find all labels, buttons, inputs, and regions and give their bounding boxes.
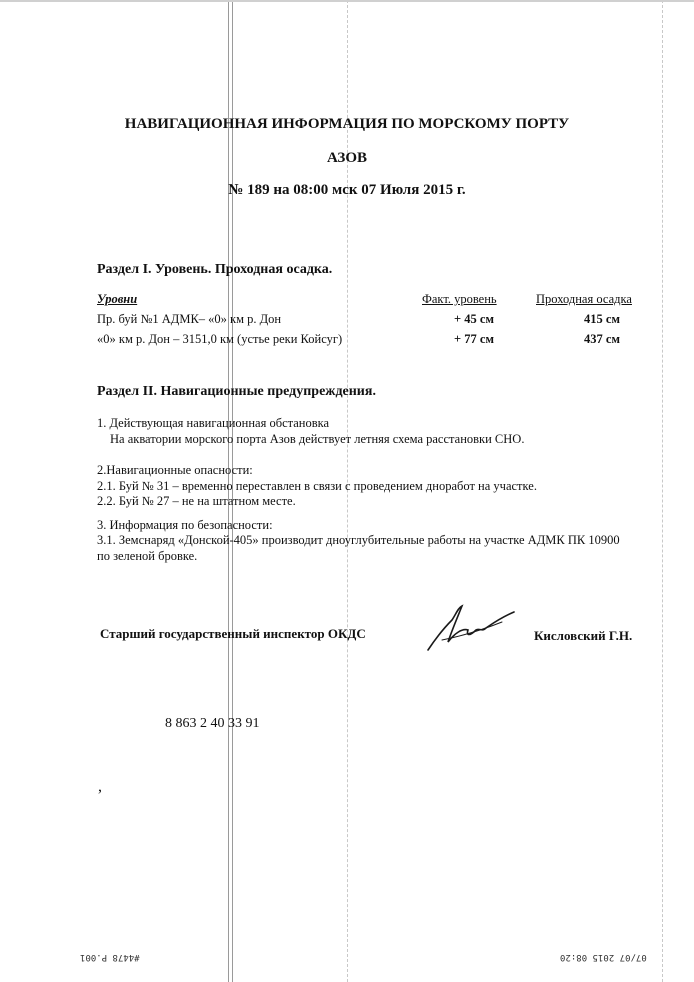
warning-item-2-2: 2.2. Буй № 27 – не на штатном месте. <box>97 494 296 508</box>
signatory-name: Кисловский Г.Н. <box>534 628 633 643</box>
header-line-1: НАВИГАЦИОННАЯ ИНФОРМАЦИЯ ПО МОРСКОМУ ПОРТУ <box>124 116 570 132</box>
scan-line-dotted-2 <box>662 0 663 982</box>
warning-item-1-title: 1. Действующая навигационная обстановка <box>97 416 330 430</box>
table-row-2-draft: 437 см <box>584 332 620 346</box>
section1-title: Раздел I. Уровень. Проходная осадка. <box>97 262 333 277</box>
header-line-3: № 189 на 08:00 мск 07 Июля 2015 г. <box>228 182 466 198</box>
header-line-2: АЗОВ <box>326 150 368 166</box>
section2-title: Раздел II. Навигационные предупреждения. <box>97 384 376 399</box>
fax-footer-right: 07/07 2015 08:20 <box>560 952 647 962</box>
table-row-1-name: Пр. буй №1 АДМК– «0» км р. Дон <box>97 312 282 326</box>
handwritten-signature <box>422 600 522 660</box>
col-header-draft: Проходная осадка <box>536 292 632 306</box>
warning-item-1-text: На акватории морского порта Азов действует летняя схема расстановки СНО. <box>110 432 525 446</box>
contact-phone: 8 863 2 40 33 91 <box>165 716 260 731</box>
signatory-position: Старший государственный инспектор ОКДС <box>100 626 366 641</box>
warning-item-2-title: 2.Навигационные опасности: <box>97 463 253 477</box>
table-row-1-level: + 45 см <box>454 312 494 326</box>
warning-item-3-title: 3. Информация по безопасности: <box>97 518 273 532</box>
scan-line-top-edge <box>0 0 694 2</box>
table-row-1-draft: 415 см <box>584 312 620 326</box>
fax-footer-left: #4478 P.001 <box>80 952 140 962</box>
table-row-2-level: + 77 см <box>454 332 494 346</box>
warning-item-3-1-line-2: по зеленой бровке. <box>97 549 198 563</box>
col-header-level: Факт. уровень <box>422 292 497 306</box>
warning-item-3-1-line-1: 3.1. Земснаряд «Донской-405» производит дноуглубительные работы на участке АДМК ПК 10900 <box>97 533 620 547</box>
stray-mark: , <box>98 778 102 795</box>
warning-item-2-1: 2.1. Буй № 31 – временно переставлен в связи с проведением дноработ на участке. <box>97 479 537 493</box>
table-row-2-name: «0» км р. Дон – 3151,0 км (устье реки Койсуг) <box>97 332 343 346</box>
col-header-name: Уровни <box>97 292 138 306</box>
